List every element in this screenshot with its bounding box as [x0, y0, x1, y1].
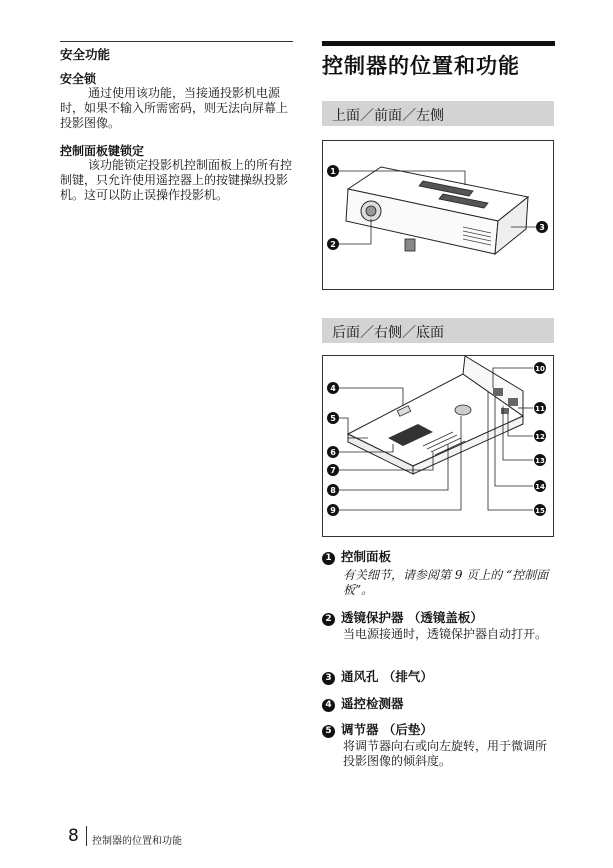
item-label: 遥控检测器: [341, 696, 404, 711]
svg-text:2: 2: [330, 240, 336, 249]
section-title: 安全功能: [60, 47, 111, 62]
callout-8: [327, 484, 339, 496]
page-number: 8: [68, 826, 79, 846]
item-number-badge: 5: [322, 725, 335, 738]
svg-text:12: 12: [535, 433, 545, 441]
subsection-heading-security-lock: 安全锁: [60, 72, 97, 86]
callout-13: [534, 454, 546, 466]
section-band-label: 上面／前面／左侧: [332, 108, 444, 124]
item-description: 有关细节，请参阅第 9 页上的 “控制面板”。: [343, 568, 549, 597]
section-band-label: 后面／右侧／底面: [332, 325, 444, 341]
item-label: 通风孔 （排气）: [341, 669, 433, 684]
projector-bottom-illustration: [323, 356, 553, 536]
item-number-badge: 2: [322, 613, 335, 626]
item-number-badge: 3: [322, 672, 335, 685]
subsection-heading-panel-lock: 控制面板键锁定: [60, 144, 145, 158]
svg-text:15: 15: [535, 507, 545, 515]
figure-rear-right-bottom: [322, 355, 554, 537]
svg-text:13: 13: [535, 457, 545, 465]
footer-section-title: 控制器的位置和功能: [92, 836, 182, 847]
callout-6: [327, 446, 339, 458]
svg-text:3: 3: [539, 223, 545, 232]
item-label: 控制面板: [341, 549, 392, 564]
figure-top-front-left: [322, 140, 554, 290]
item-vent: [322, 667, 433, 685]
item-number-badge: 1: [322, 552, 335, 565]
section-band-top-front-left: [322, 101, 554, 126]
page-title: 控制器的位置和功能: [322, 54, 520, 78]
item-description: 将调节器向右或向左旋转，用于微调所投影图像的倾斜度。: [343, 739, 548, 768]
callout-15: [534, 504, 546, 516]
svg-text:6: 6: [330, 448, 336, 457]
left-top-rule: [60, 41, 293, 42]
svg-text:5: 5: [330, 414, 336, 423]
svg-text:8: 8: [330, 486, 336, 495]
item-lens-protector: [322, 608, 483, 626]
svg-text:7: 7: [330, 466, 336, 475]
svg-text:4: 4: [330, 384, 336, 393]
item-remote-detector: [322, 694, 404, 712]
callout-3: [536, 221, 548, 233]
svg-text:11: 11: [535, 405, 545, 413]
svg-text:10: 10: [535, 365, 545, 373]
callout-4: [327, 382, 339, 394]
callout-1: [327, 165, 339, 177]
callout-10: [534, 362, 546, 374]
item-control-panel: [322, 547, 391, 565]
callout-7: [327, 464, 339, 476]
subsection-body-panel-lock: 该功能锁定投影机控制面板上的所有控制键，只允许使用遥控器上的按键操纵投影机。这可以防止误操作投影机。: [60, 158, 293, 202]
item-description: 当电源接通时，透镜保护器自动打开。: [343, 627, 548, 641]
callout-12: [534, 430, 546, 442]
svg-text:14: 14: [535, 483, 545, 491]
item-number-badge: 4: [322, 699, 335, 712]
svg-text:9: 9: [330, 506, 336, 515]
item-adjuster: [322, 720, 433, 738]
item-label: 透镜保护器 （透镜盖板）: [341, 610, 483, 625]
callout-2: [327, 238, 339, 250]
footer-divider: [86, 826, 87, 846]
projector-top-illustration: [323, 141, 553, 289]
callout-11: [534, 402, 546, 414]
subsection-body-security-lock: 通过使用该功能，当接通投影机电源时，如果不输入所需密码，则无法向屏幕上投影图像。: [60, 86, 289, 130]
callout-5: [327, 412, 339, 424]
svg-text:1: 1: [330, 167, 336, 176]
item-label: 调节器 （后垫）: [341, 722, 433, 737]
callout-14: [534, 480, 546, 492]
section-band-rear-right-bottom: [322, 318, 554, 343]
callout-9: [327, 504, 339, 516]
title-rule: [322, 41, 555, 46]
